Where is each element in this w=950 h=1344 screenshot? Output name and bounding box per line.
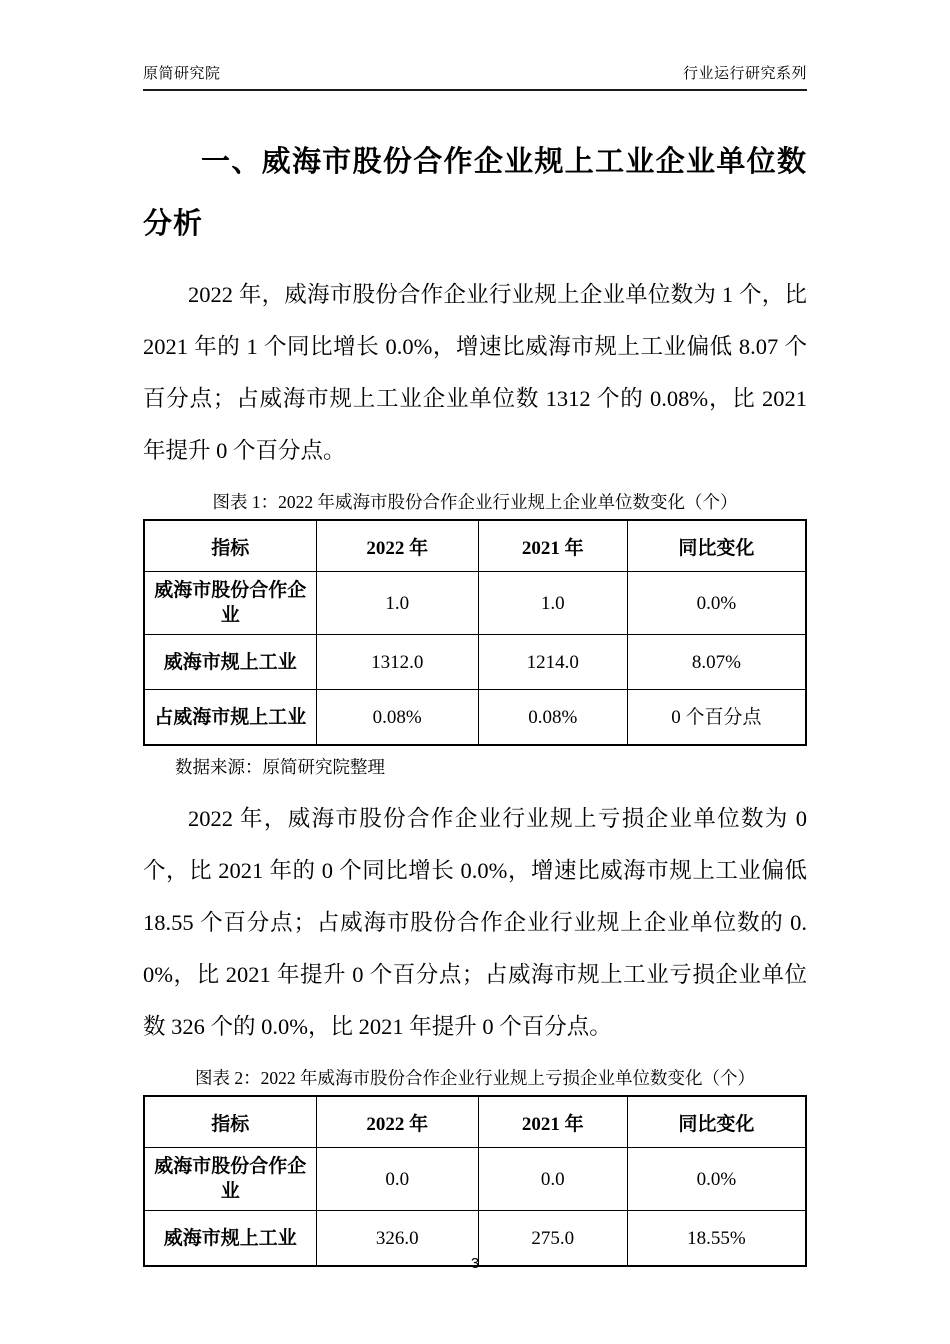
table-cell: 8.07%: [627, 635, 806, 690]
table-cell: 0.08%: [316, 690, 478, 746]
table-cell: 0.0%: [627, 572, 806, 635]
table-header-cell: 2022 年: [316, 520, 478, 572]
table-cell: 1214.0: [478, 635, 627, 690]
table-2-caption: 图表 2：2022 年威海市股份合作企业行业规上亏损企业单位数变化（个）: [195, 1068, 755, 1088]
table-cell: 0.08%: [478, 690, 627, 746]
row-label: 占威海市规上工业: [144, 690, 316, 746]
page-header: [143, 0, 807, 83]
table-cell: 1312.0: [316, 635, 478, 690]
table-header-cell: 2021 年: [478, 520, 627, 572]
section-title: 一、威海市股份合作企业规上工业企业单位数分析: [143, 146, 807, 240]
row-label: 威海市股份合作企业: [144, 1148, 316, 1211]
table-row: [144, 690, 806, 746]
table-1-caption: 图表 1：2022 年威海市股份合作企业行业规上企业单位数变化（个）: [212, 492, 738, 512]
data-table-2: [143, 1095, 807, 1267]
table-cell: 0 个百分点: [627, 690, 806, 746]
table-header-cell: 同比变化: [627, 520, 806, 572]
table-cell: 18.55%: [627, 1211, 806, 1267]
header-left-text: 原简研究院: [143, 66, 221, 82]
table-cell: 0.0: [316, 1148, 478, 1211]
table-header-cell: 同比变化: [627, 1096, 806, 1148]
table-row: [144, 1148, 806, 1211]
table-header-cell: 2021 年: [478, 1096, 627, 1148]
row-label: 威海市规上工业: [144, 635, 316, 690]
table-header-row: [144, 520, 806, 572]
body-paragraph-2: 2022 年，威海市股份合作企业行业规上亏损企业单位数为 0 个，比 2021 年的 0 个同比增长 0.0%，增速比威海市规上工业偏低 18.55 个百分点；占威海市股份合作企业行业规上企业单位数的 0.0%，比 2021 年提升 0 个百分点；占威海市规上工业亏损企业单位数 326 个的 0.0%，比 2021 年提升 0 个百分点。: [143, 806, 807, 1039]
table-row: [144, 572, 806, 635]
table-cell: 0.0: [478, 1148, 627, 1211]
body-paragraph-1: 2022 年，威海市股份合作企业行业规上企业单位数为 1 个，比 2021 年的 1 个同比增长 0.0%，增速比威海市规上工业偏低 8.07 个百分点；占威海市规上工业企业单位数 1312 个的 0.08%，比 2021 年提升 0 个百分点。: [143, 282, 807, 463]
table-cell: 1.0: [478, 572, 627, 635]
table-header-cell: 2022 年: [316, 1096, 478, 1148]
header-rule: [143, 89, 807, 91]
data-table-1: [143, 519, 807, 746]
data-source-note: 数据来源：原简研究院整理: [175, 757, 385, 777]
row-label: 威海市规上工业: [144, 1211, 316, 1267]
page-number: 3: [470, 1255, 480, 1272]
table-header-cell: 指标: [144, 520, 316, 572]
table-header-cell: 指标: [144, 1096, 316, 1148]
table-cell: 326.0: [316, 1211, 478, 1267]
table-row: [144, 635, 806, 690]
table-cell: 275.0: [478, 1211, 627, 1267]
table-header-row: [144, 1096, 806, 1148]
row-label: 威海市股份合作企业: [144, 572, 316, 635]
table-cell: 0.0%: [627, 1148, 806, 1211]
table-cell: 1.0: [316, 572, 478, 635]
header-right-text: 行业运行研究系列: [682, 66, 807, 82]
